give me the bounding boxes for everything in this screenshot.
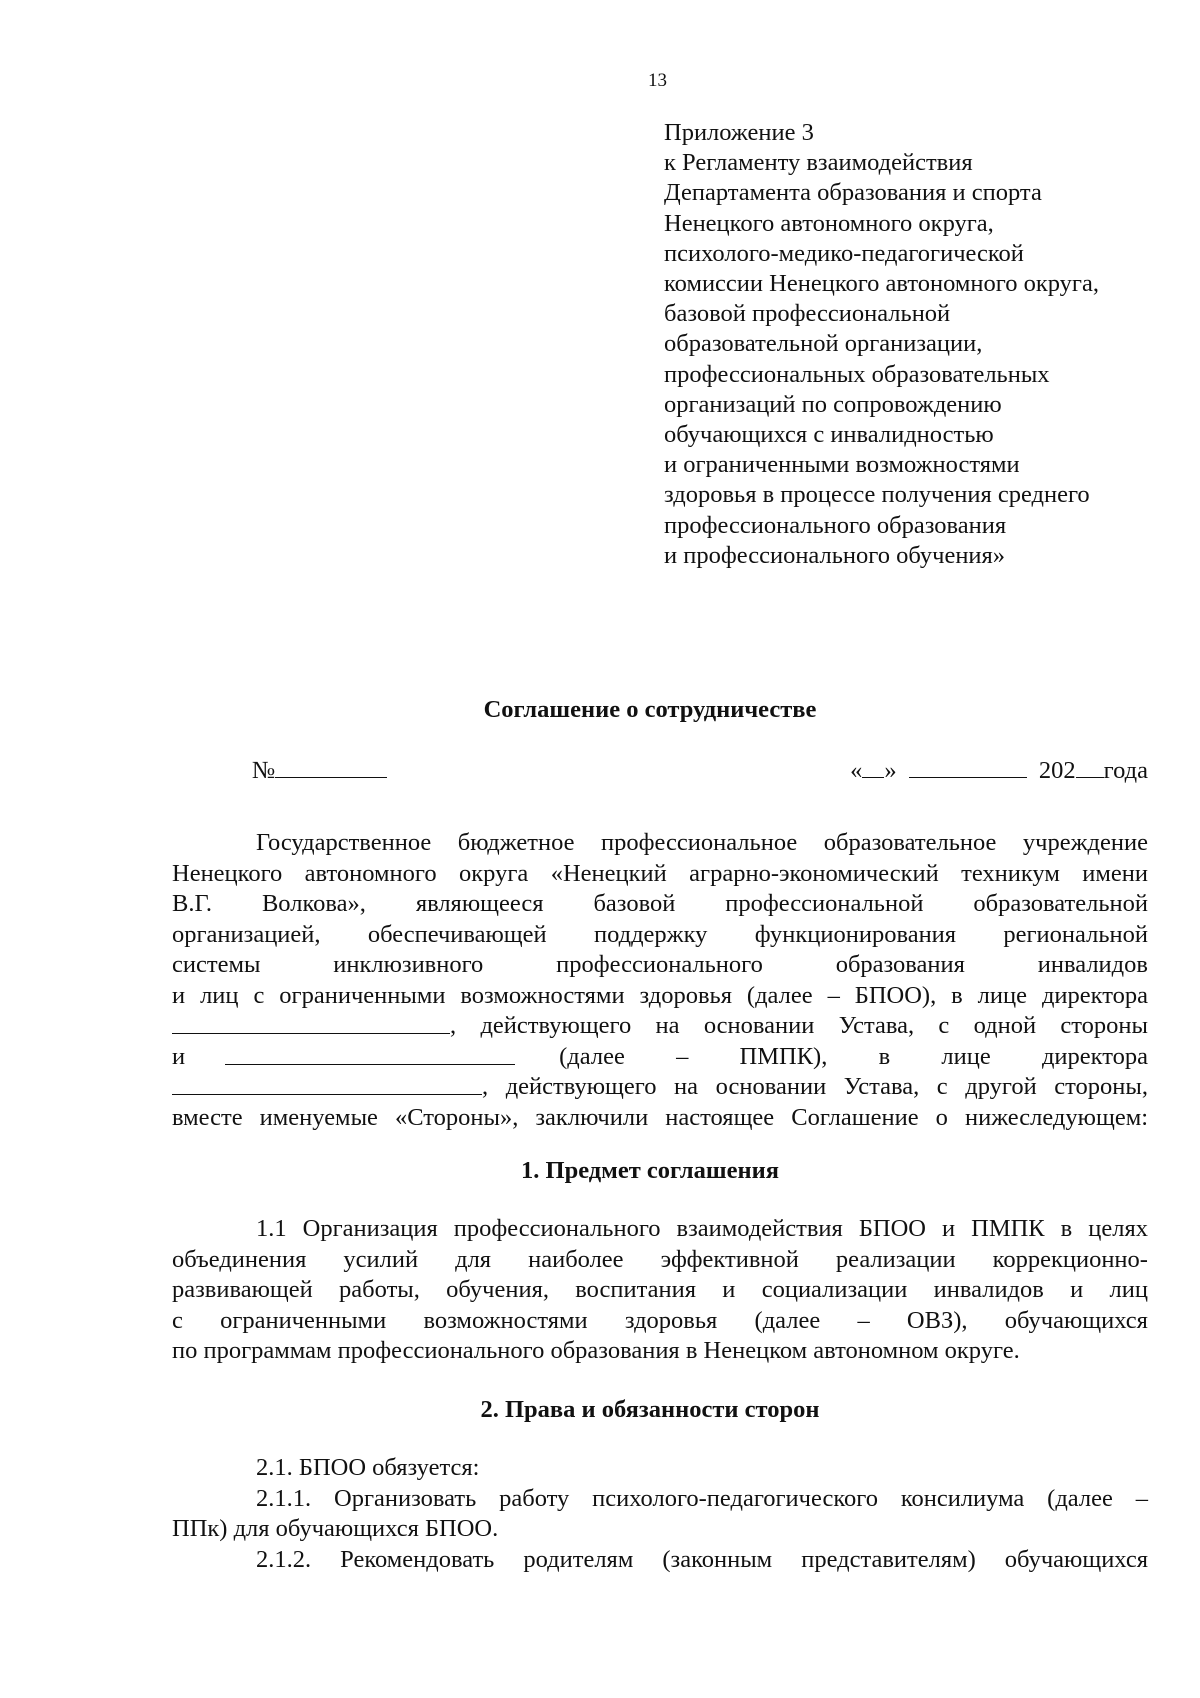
section-1-title: 1. Предмет соглашения: [521, 1157, 779, 1184]
word: профессионального: [556, 951, 763, 978]
word: (далее: [754, 1306, 821, 1334]
word: развивающей: [172, 1276, 313, 1303]
section-1-paragraph: [172, 1214, 1148, 1367]
number-label: №: [252, 757, 276, 784]
appendix-line: профессиональных образовательных: [664, 360, 1050, 388]
word: лиц: [1109, 1276, 1148, 1303]
word: (далее: [559, 1042, 625, 1070]
number-blank: [275, 755, 387, 778]
word: обучения,: [446, 1276, 549, 1303]
appendix-header: [664, 118, 1184, 571]
word: в: [878, 1042, 891, 1070]
word: социализации: [761, 1276, 908, 1303]
preamble-line: [172, 889, 1148, 920]
preamble-line: Государственное бюджетное профессиональное образовательное учреждение: [256, 829, 1148, 856]
word: и: [722, 1276, 736, 1303]
preamble-words: [559, 1042, 1148, 1073]
preamble-line: [172, 1042, 1148, 1073]
word: региональной: [1003, 920, 1148, 948]
preamble-line: вместе именуемые «Стороны», заключили настоящее Соглашение о нижеследующем:: [172, 1103, 1148, 1131]
appendix-line: и ограниченными возможностями: [664, 451, 1020, 479]
word: –: [676, 1042, 689, 1070]
document-title: Соглашение о сотрудничестве: [483, 696, 817, 723]
appendix-line: организаций по сопровождению: [664, 390, 1002, 418]
date-close-quote: »: [884, 757, 897, 784]
word: –: [857, 1306, 870, 1334]
word: функционирования: [754, 920, 957, 948]
word: для: [455, 1245, 492, 1273]
section-2-paragraph: [172, 1453, 1148, 1575]
agreement-number-field: [252, 755, 387, 785]
section-2-item: 2.1.1. Организовать работу психолого-педагогического консилиума (далее –: [256, 1484, 1148, 1512]
appendix-line: обучающихся с инвалидностью: [664, 421, 994, 449]
month-blank: [909, 755, 1027, 778]
preamble-line: [172, 1072, 1148, 1103]
word: поддержку: [593, 920, 708, 948]
word: базовой: [593, 890, 676, 917]
appendix-line: профессионального образования: [664, 511, 1007, 539]
pmpk-name-blank: [225, 1042, 515, 1065]
section-1-line: [172, 1245, 1148, 1276]
preamble-line: и лиц с ограниченными возможностями здоровья (далее – БПОО), в лице директора: [172, 981, 1148, 1009]
appendix-line: базовой профессиональной: [664, 300, 951, 328]
day-blank: [862, 755, 884, 778]
word: работы,: [339, 1276, 420, 1303]
word: образования: [835, 951, 965, 978]
appendix-line: Департамента образования и спорта: [664, 179, 1042, 207]
preamble-line: [172, 920, 1148, 951]
appendix-line: к Регламенту взаимодействия: [664, 149, 973, 177]
word: обучающихся: [1004, 1306, 1148, 1334]
word: профессиональной: [725, 890, 924, 917]
word: В.Г.: [172, 890, 212, 917]
appendix-line: образовательной организации,: [664, 330, 983, 358]
appendix-line: комиссии Ненецкого автономного округа,: [664, 270, 1099, 298]
word: реализации: [835, 1245, 956, 1273]
section-2-item: 2.1.2. Рекомендовать родителям (законным представителям) обучающихся: [256, 1545, 1148, 1573]
section-2-item: 2.1. БПОО обязуется:: [256, 1454, 480, 1481]
preamble-paragraph: [172, 828, 1148, 1133]
word: коррекционно-: [992, 1245, 1148, 1273]
preamble-line: [172, 950, 1148, 981]
word: обеспечивающей: [367, 920, 547, 948]
section-1-line: [172, 1306, 1148, 1337]
word: возможностями: [423, 1306, 588, 1334]
section-1-line: [172, 1275, 1148, 1306]
word: ограниченными: [220, 1306, 387, 1334]
date-open-quote: «: [850, 757, 863, 784]
appendix-line: и профессионального обучения»: [664, 541, 1006, 569]
section-2-title: 2. Права и обязанности сторон: [480, 1396, 820, 1423]
word: эффективной: [660, 1245, 799, 1273]
director2-name-blank: [172, 1072, 482, 1095]
word: являющееся: [415, 890, 544, 917]
preamble-line: Ненецкого автономного округа «Ненецкий аграрно-экономический техникум имени: [172, 859, 1148, 887]
appendix-line: психолого-медико-педагогической: [664, 239, 1024, 267]
word: наиболее: [528, 1245, 624, 1273]
agreement-date-field: [850, 755, 1148, 785]
year-suffix: года: [1103, 757, 1148, 784]
appendix-line: здоровья в процессе получения среднего: [664, 481, 1090, 509]
word: воспитания: [575, 1276, 697, 1303]
word: и: [1070, 1276, 1084, 1303]
preamble-line: [172, 1011, 1148, 1042]
section-1-line: 1.1 Организация профессионального взаимодействия БПОО и ПМПК в целях: [256, 1215, 1148, 1242]
word: здоровья: [624, 1306, 718, 1334]
word: инвалидов: [1037, 951, 1148, 978]
word: ОВЗ),: [906, 1306, 968, 1334]
word: инвалидов: [933, 1276, 1044, 1303]
word: образовательной: [973, 890, 1148, 917]
word: ПМПК),: [739, 1042, 828, 1070]
preamble-text: , действующего на основании Устава, с другой стороны,: [482, 1073, 1148, 1100]
appendix-line: Приложение 3: [664, 119, 814, 146]
word: лице: [941, 1042, 991, 1070]
word: системы: [172, 951, 261, 978]
word: организацией,: [172, 920, 321, 948]
year-blank: [1076, 755, 1104, 778]
word: усилий: [343, 1245, 419, 1273]
director-name-blank: [172, 1011, 450, 1034]
word: инклюзивного: [333, 951, 484, 978]
preamble-text: , действующего на основании Устава, с одной стороны: [450, 1012, 1148, 1039]
section-2-item: ППк) для обучающихся БПОО.: [172, 1515, 499, 1542]
word: директора: [1041, 1042, 1148, 1070]
word: Волкова»,: [261, 890, 366, 917]
appendix-line: Ненецкого автономного округа,: [664, 209, 994, 237]
page-number: 13: [648, 70, 667, 91]
year-prefix: 202: [1038, 757, 1076, 784]
and-word: и: [172, 1042, 186, 1070]
word: объединения: [172, 1245, 307, 1273]
word: с: [172, 1306, 183, 1334]
section-1-line: по программам профессионального образования в Ненецком автономном округе.: [172, 1337, 1020, 1364]
